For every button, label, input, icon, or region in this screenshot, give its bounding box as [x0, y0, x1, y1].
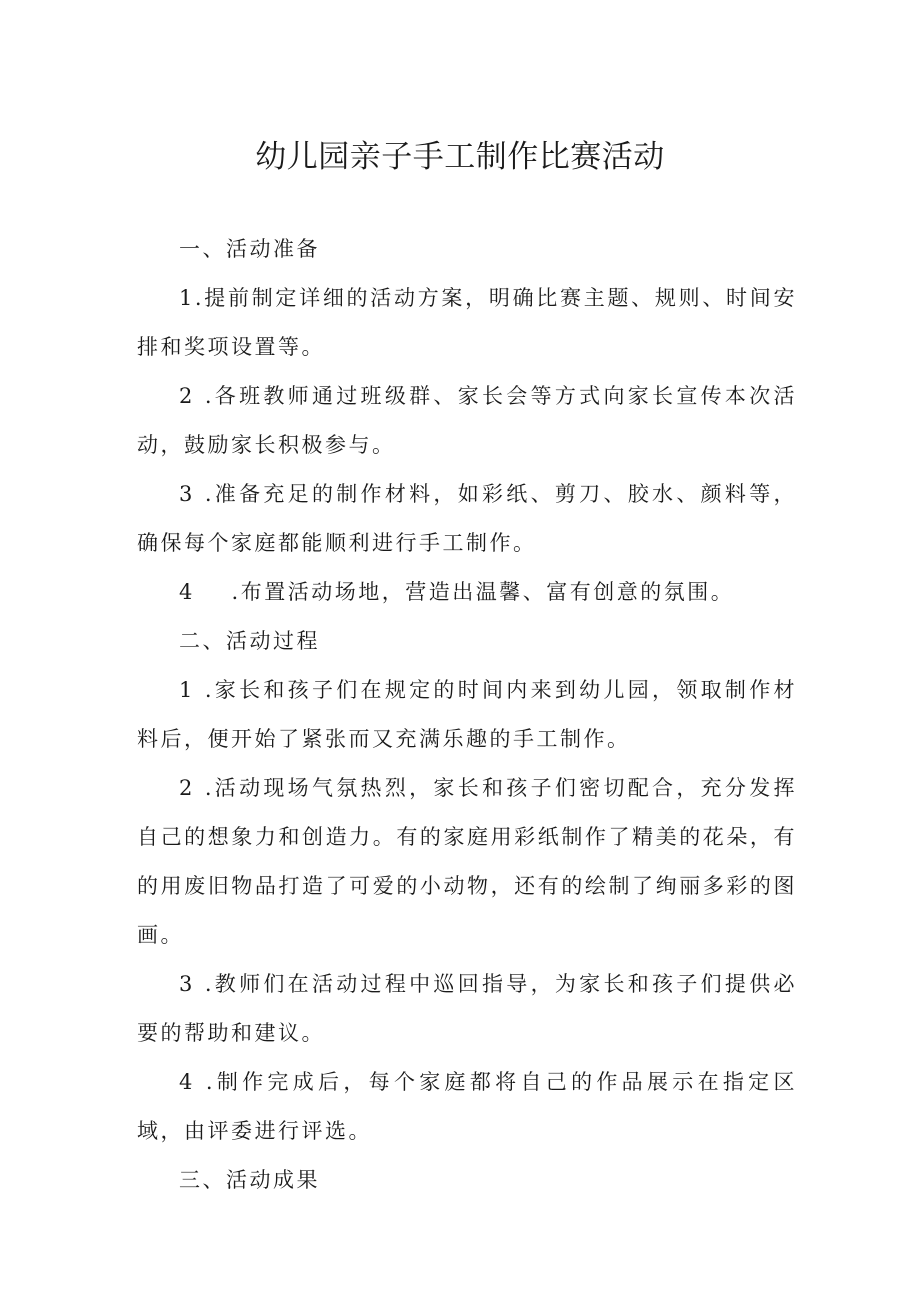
section-heading-results: 三、活动成果: [179, 1168, 320, 1192]
section-heading-preparation: 一、活动准备: [179, 237, 320, 261]
paragraph-process-4: 4 .制作完成后，每个家庭都将自己的作品展示在指定区域，由评委进行评选。: [137, 1070, 797, 1143]
paragraph-preparation-4: 4 .布置活动场地，营造出温馨、富有创意的氛围。: [179, 580, 735, 604]
section-heading-process: 二、活动过程: [179, 629, 320, 653]
paragraph-preparation-1: 1.提前制定详细的活动方案，明确比赛主题、规则、时间安排和奖项设置等。: [137, 286, 797, 359]
document-body: [137, 225, 797, 1205]
paragraph-process-2: 2 .活动现场气氛热烈，家长和孩子们密切配合，充分发挥自己的想象力和创造力。有的家庭用彩纸制作了精美的花朵，有的用废旧物品打造了可爱的小动物，还有的绘制了绚丽多彩的图画。: [137, 776, 797, 947]
paragraph-process-1: 1 .家长和孩子们在规定的时间内来到幼儿园，领取制作材料后，便开始了紧张而又充满乐趣的手工制作。: [137, 678, 797, 751]
document-title: 幼儿园亲子手工制作比赛活动: [255, 139, 665, 175]
paragraph-preparation-3: 3 .准备充足的制作材料，如彩纸、剪刀、胶水、颜料等，确保每个家庭都能顺利进行手工制作。: [137, 482, 797, 555]
paragraph-process-3: 3 .教师们在活动过程中巡回指导，为家长和孩子们提供必要的帮助和建议。: [137, 972, 797, 1045]
paragraph-preparation-2: 2 .各班教师通过班级群、家长会等方式向家长宣传本次活动，鼓励家长积极参与。: [137, 384, 797, 457]
